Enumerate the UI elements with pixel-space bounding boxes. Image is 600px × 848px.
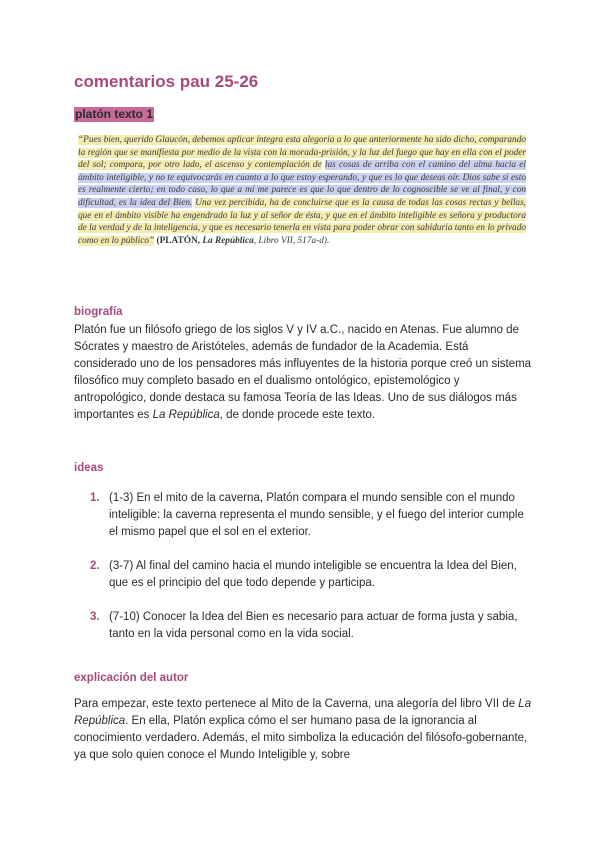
quote-highlight-blue: las cosas de arriba con el camino del alma hacia el ámbito inteligible, y no te equivocarás en cuanto a lo que estoy esperando, y que es lo que deseas oír. Dios sabe si esto es realmente cierto; en todo caso, lo que a mí me parece es que lo que dentro de lo cognoscible se ve al final, y con dificultad, es la idea del Bien.	[78, 160, 526, 208]
idea-text: (7-10) Conocer la Idea del Bien es necesario para actuar de forma justa y sabia, tanto en la vida personal como en la vida social.	[109, 611, 518, 640]
page-title: comentarios pau 25-26	[74, 72, 259, 91]
quote-source-author: (PLATÓN,	[156, 235, 200, 246]
biografia-heading: biografía	[74, 306, 123, 318]
explicacion-text-1: Para empezar, este texto pertenece al Mito de la Caverna, una alegoría del libro VII de	[74, 698, 519, 710]
quote-highlight-yellow-1: “Pues bien, querido Glaucón, debemos aplicar íntegra esta alegoría a lo que anteriormente ha sido dicho, comparando la región que se manifiesta por medio de la vista con la morada-prisión, y la luz del fuego que hay en ella con el poder del sol; compara, por otro lado, el ascenso y contemplación de	[78, 135, 526, 171]
idea-number: 1.	[90, 492, 100, 504]
idea-item	[90, 609, 530, 643]
quote-source-work: La República	[202, 235, 254, 246]
idea-number: 2.	[90, 560, 100, 572]
ideas-list	[90, 490, 530, 660]
biografia-text	[74, 322, 534, 424]
explicacion-text	[74, 696, 534, 764]
quote-source-ref: , Libro VII, 517a-d).	[253, 235, 330, 246]
plato-quote	[78, 134, 526, 247]
idea-item	[90, 490, 530, 541]
section-title: platón texto 1	[75, 107, 154, 121]
explicacion-text-2: . En ella, Platón explica cómo el ser humano pasa de la ignorancia al conocimiento verdadero. Además, el mito simboliza la educación del filósofo-gobernante, ya que solo quien conoce el Mundo Inteligible y, sobre	[74, 715, 528, 761]
idea-text: (1-3) En el mito de la caverna, Platón compara el mundo sensible con el mundo inteligible: la caverna representa el mundo sensible, y el fuego del interior cumple el mismo papel que el sol en el exterior.	[109, 492, 524, 538]
explicacion-work: La República	[74, 698, 532, 727]
biografia-work: La República	[152, 409, 220, 421]
quote-highlight-yellow-2: Una vez percibida, ha de concluirse que es la causa de todas las cosas rectas y bellas, que en el ámbito visible ha engendrado la luz y al señor de ésta, y que en el ámbito inteligible es señora y productora de la verdad y de la inteligencia, y que es necesario tenerla en vista para poder obrar con sabiduría tanto en lo privado como en lo público”	[78, 197, 527, 246]
explicacion-heading: explicación del autor	[74, 672, 189, 684]
biografia-text-1: Platón fue un filósofo griego de los siglos V y IV a.C., nacido en Atenas. Fue alumno de Sócrates y maestro de Aristóteles, además de fundador de la Academia. Está considerado uno de los pensadores más influyentes de la historia porque creó un sistema filosófico muy completo basado en el dualismo ontológico, epistemológico y antropológico, donde destaca su famosa Teoría de las Ideas. Uno de sus diálogos más importantes es	[74, 324, 532, 421]
ideas-heading: ideas	[74, 462, 104, 474]
idea-item	[90, 558, 530, 592]
idea-number: 3.	[90, 611, 100, 623]
idea-text: (3-7) Al final del camino hacia el mundo inteligible se encuentra la Idea del Bien, que es el principio del que todo depende y participa.	[109, 560, 517, 589]
biografia-text-2: , de donde procede este texto.	[219, 409, 376, 421]
